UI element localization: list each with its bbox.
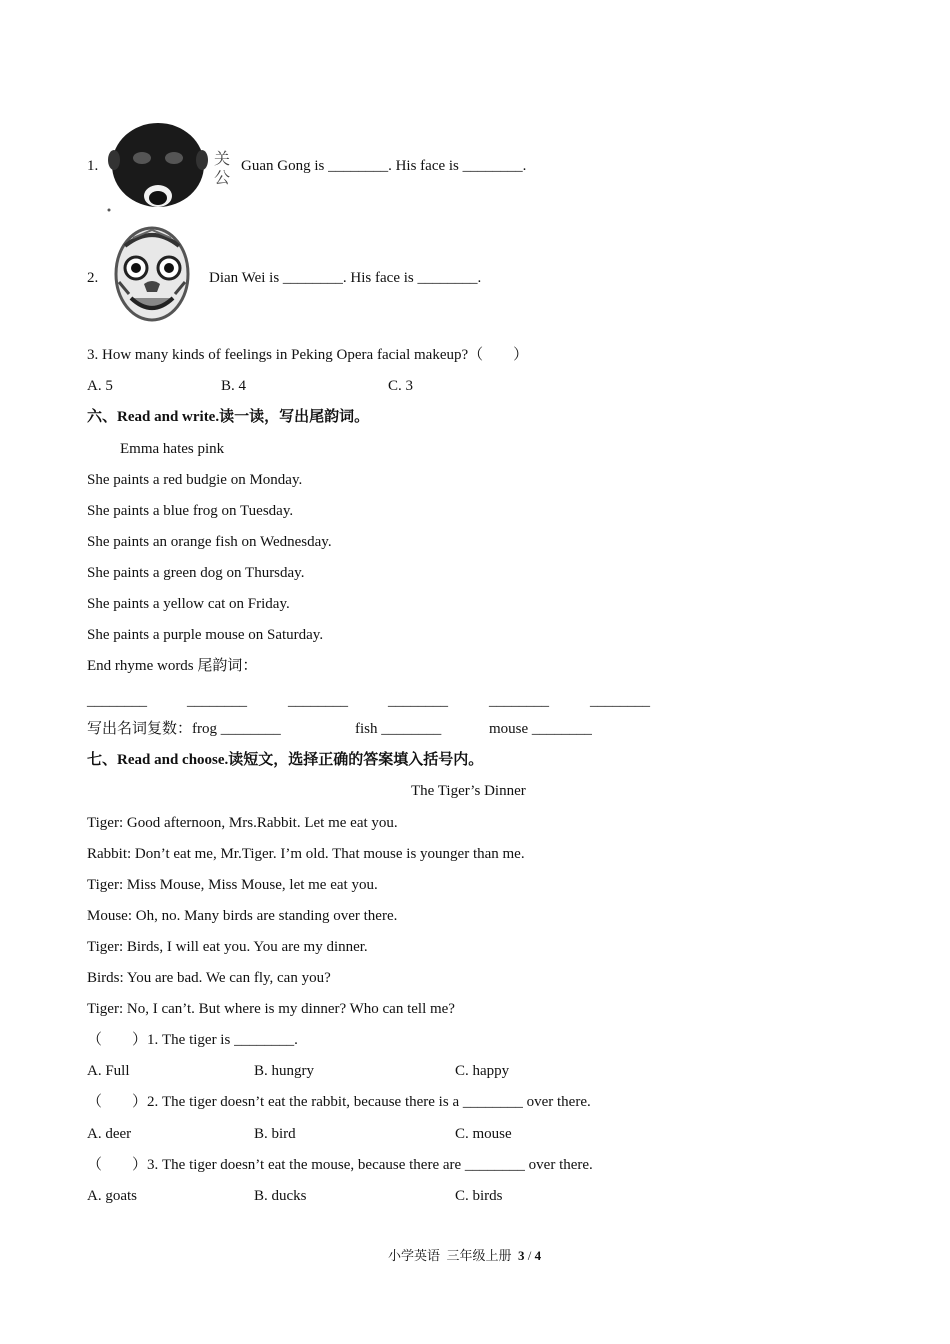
section6-heading: 六、Read and write.读一读，写出尾韵词。 [87, 409, 370, 425]
q7-2-option-b: B. bird [254, 1126, 296, 1142]
poem-line: She paints a yellow cat on Friday. [87, 596, 290, 612]
question-1: （ ）1. The tiger is ________. [87, 1032, 298, 1048]
question-3: （ ）3. The tiger doesn’t eat the mouse, because there are ________ over there. [87, 1157, 593, 1173]
q2-text: Dian Wei is ________. His face is ________. [209, 270, 482, 286]
q1-text: Guan Gong is ________. His face is ________. [241, 158, 527, 174]
dialogue-line: Tiger: Birds, I will eat you. You are my dinner. [87, 939, 368, 955]
question-2: （ ）2. The tiger doesn’t eat the rabbit, because there is a ________ over there. [87, 1094, 591, 1110]
section7-heading: 七、Read and choose.读短文，选择正确的答案填入括号内。 [87, 752, 484, 768]
dian-wei-mask-image [111, 224, 197, 326]
rhyme-blank[interactable]: ________ [288, 693, 348, 709]
q3-option-c: C. 3 [388, 378, 414, 394]
rhyme-blank[interactable]: ________ [187, 693, 247, 709]
poem-line: She paints a red budgie on Monday. [87, 472, 303, 488]
page-total: 4 [534, 1248, 542, 1263]
dialogue-line: Birds: You are bad. We can fly, can you? [87, 970, 331, 986]
q7-1-option-b: B. hungry [254, 1063, 314, 1079]
q7-3-option-c: C. birds [455, 1188, 503, 1204]
rhyme-blank[interactable]: ________ [489, 693, 549, 709]
story-title: The Tiger’s Dinner [411, 783, 526, 799]
q3-option-a: A. 5 [87, 378, 113, 394]
q7-3-option-b: B. ducks [254, 1188, 307, 1204]
poem-line: She paints a blue frog on Tuesday. [87, 503, 294, 519]
rhyme-prompt: End rhyme words 尾韵词： [87, 658, 258, 674]
rhyme-blank[interactable]: ________ [590, 693, 650, 709]
guan-gong-mask-image [106, 118, 214, 214]
poem-line: She paints a purple mouse on Saturday. [87, 627, 324, 643]
plural-prompt: 写出名词复数：frog ________ [87, 721, 281, 737]
plural-fish: fish ________ [355, 721, 442, 737]
q2-number: 2. [87, 270, 99, 286]
dialogue-line: Mouse: Oh, no. Many birds are standing over there. [87, 908, 398, 924]
q3-text: 3. How many kinds of feelings in Peking Opera facial makeup?（ ） [87, 347, 529, 363]
q7-2-option-a: A. deer [87, 1126, 132, 1142]
poem-title: Emma hates pink [120, 441, 225, 457]
q1-number: 1. [87, 158, 99, 174]
rhyme-blank[interactable]: ________ [87, 693, 147, 709]
guan-gong-label: 关公 [214, 151, 231, 187]
plural-mouse: mouse ________ [489, 721, 592, 737]
q3-option-b: B. 4 [221, 378, 247, 394]
dialogue-line: Tiger: No, I can’t. But where is my dinner? Who can tell me? [87, 1001, 455, 1017]
poem-line: She paints an orange fish on Wednesday. [87, 534, 332, 550]
dialogue-line: Tiger: Miss Mouse, Miss Mouse, let me eat you. [87, 877, 378, 893]
dialogue-line: Tiger: Good afternoon, Mrs.Rabbit. Let me eat you. [87, 815, 398, 831]
q7-1-option-c: C. happy [455, 1063, 510, 1079]
page-footer: 小学英语 三年级上册 3 / 4 [388, 1248, 542, 1263]
page-number: 3 [518, 1248, 525, 1263]
rhyme-blank[interactable]: ________ [388, 693, 448, 709]
footer-text: 小学英语 三年级上册 [388, 1248, 519, 1263]
q7-1-option-a: A. Full [87, 1063, 130, 1079]
q7-3-option-a: A. goats [87, 1188, 137, 1204]
dialogue-line: Rabbit: Don’t eat me, Mr.Tiger. I’m old. That mouse is younger than me. [87, 846, 525, 862]
poem-line: She paints a green dog on Thursday. [87, 565, 305, 581]
q7-2-option-c: C. mouse [455, 1126, 512, 1142]
